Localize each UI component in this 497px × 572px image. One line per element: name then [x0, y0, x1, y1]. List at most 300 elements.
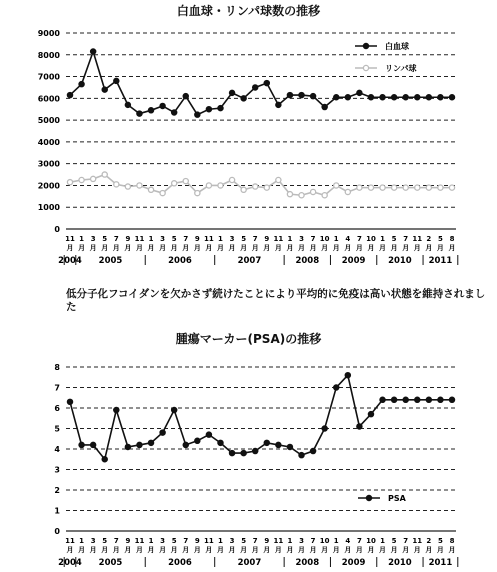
data-point	[264, 185, 269, 190]
x-tick-label	[286, 537, 293, 554]
y-tick-label: 5	[54, 424, 60, 434]
x-tick-number: 5	[437, 235, 443, 243]
data-point	[67, 399, 72, 404]
x-tick-month: 月	[135, 244, 143, 252]
data-point	[368, 95, 373, 100]
x-tick-label	[194, 537, 201, 554]
year-label: 2009	[341, 256, 366, 266]
x-tick-month: 月	[298, 244, 306, 252]
x-tick-label	[252, 537, 259, 554]
legend-swatch-marker	[366, 495, 371, 500]
x-tick-label	[171, 537, 178, 554]
x-tick-number: 7	[252, 235, 258, 243]
x-tick-month: 月	[332, 546, 340, 554]
x-tick-number: 10	[366, 235, 376, 243]
data-point	[334, 183, 339, 188]
x-tick-number: 9	[125, 235, 131, 243]
x-tick-month: 月	[448, 546, 456, 554]
data-point	[67, 180, 72, 185]
x-tick-month: 月	[216, 546, 224, 554]
x-tick-label	[320, 235, 330, 252]
x-tick-number: 8	[449, 235, 455, 243]
wbc-lymphocyte-chart	[0, 20, 497, 275]
x-tick-label	[240, 235, 247, 252]
x-tick-month: 月	[147, 546, 155, 554]
data-point	[415, 185, 420, 190]
x-tick-month: 月	[286, 546, 294, 554]
x-tick-month: 月	[321, 546, 329, 554]
data-point	[322, 104, 327, 109]
x-tick-month: 月	[286, 244, 294, 252]
x-tick-number: 1	[287, 235, 293, 243]
year-label: 2005	[98, 256, 123, 266]
y-tick-label: 4	[54, 445, 60, 454]
x-tick-number: 7	[403, 537, 409, 545]
data-point	[229, 177, 234, 182]
y-tick-label: 8	[54, 363, 60, 372]
data-point	[137, 183, 142, 188]
data-point	[334, 95, 339, 100]
data-point	[148, 108, 153, 113]
year-label: 2004	[58, 256, 82, 266]
x-tick-label	[78, 235, 85, 252]
x-tick-month: 月	[413, 244, 421, 252]
data-point	[125, 102, 130, 107]
x-tick-month: 月	[402, 546, 410, 554]
x-tick-number: 11	[412, 235, 423, 243]
data-point	[310, 448, 315, 453]
data-point	[392, 185, 397, 190]
x-tick-label	[135, 235, 145, 252]
x-tick-month: 月	[251, 546, 259, 554]
data-point	[114, 407, 119, 412]
x-tick-number: 9	[264, 537, 270, 545]
x-tick-label	[252, 235, 259, 252]
data-point	[299, 453, 304, 458]
x-tick-month: 月	[274, 546, 282, 554]
x-tick-month: 月	[182, 244, 190, 252]
x-tick-month: 月	[228, 244, 236, 252]
x-tick-label	[425, 235, 432, 252]
x-tick-label	[182, 537, 189, 554]
x-tick-month: 月	[436, 244, 444, 252]
x-tick-number: 3	[90, 235, 96, 243]
data-point	[287, 444, 292, 449]
x-tick-label	[379, 235, 386, 252]
data-point	[172, 110, 177, 115]
data-point	[357, 424, 362, 429]
year-label: 2011	[428, 256, 453, 266]
x-tick-number: 3	[229, 235, 235, 243]
data-point	[334, 385, 339, 390]
year-label: 2008	[295, 558, 320, 568]
data-point	[426, 95, 431, 100]
y-tick-label: 3000	[37, 159, 60, 169]
data-point	[310, 94, 315, 99]
legend-label: 白血球	[385, 42, 409, 51]
x-tick-label	[263, 537, 270, 554]
x-tick-number: 7	[113, 537, 119, 545]
x-tick-month: 月	[193, 546, 201, 554]
x-tick-number: 1	[218, 235, 223, 243]
x-tick-number: 5	[171, 537, 177, 545]
data-point	[345, 373, 350, 378]
data-point	[183, 178, 188, 183]
data-point	[287, 92, 292, 97]
data-point	[160, 190, 165, 195]
data-point	[415, 95, 420, 100]
data-point	[368, 185, 373, 190]
x-tick-month: 月	[159, 244, 167, 252]
x-tick-month: 月	[78, 244, 86, 252]
x-tick-label	[320, 537, 330, 554]
data-point	[357, 90, 362, 95]
data-point	[91, 49, 96, 54]
x-tick-number: 7	[310, 235, 316, 243]
x-tick-number: 1	[333, 537, 339, 545]
x-tick-month: 月	[402, 244, 410, 252]
data-point	[380, 397, 385, 402]
x-tick-label	[229, 537, 236, 554]
x-tick-number: 5	[391, 537, 397, 545]
data-point	[426, 185, 431, 190]
x-tick-number: 3	[160, 537, 166, 545]
data-point	[125, 444, 130, 449]
data-point	[91, 176, 96, 181]
x-tick-number: 10	[366, 537, 376, 545]
x-tick-label	[298, 537, 305, 554]
data-point	[287, 192, 292, 197]
data-point	[137, 442, 142, 447]
x-tick-month: 月	[124, 244, 132, 252]
x-tick-label	[90, 235, 97, 252]
chart2-title: 腫瘍マーカー(PSA)の推移	[175, 332, 322, 346]
data-point	[67, 92, 72, 97]
x-tick-label	[229, 235, 236, 252]
x-tick-label	[356, 235, 363, 252]
x-tick-month: 月	[205, 244, 213, 252]
data-point	[160, 103, 165, 108]
x-tick-label	[391, 235, 398, 252]
x-tick-label	[113, 537, 120, 554]
x-tick-number: 5	[437, 537, 443, 545]
x-tick-month: 月	[367, 546, 375, 554]
x-tick-number: 5	[102, 537, 108, 545]
x-tick-label	[240, 537, 247, 554]
x-tick-label	[425, 537, 432, 554]
x-tick-month: 月	[89, 244, 97, 252]
x-tick-number: 3	[299, 537, 304, 545]
x-tick-month: 月	[425, 244, 433, 252]
data-point	[148, 187, 153, 192]
x-tick-month: 月	[413, 546, 421, 554]
data-point	[218, 183, 223, 188]
data-point	[183, 442, 188, 447]
x-tick-month: 月	[147, 244, 155, 252]
year-label: 2010	[388, 256, 412, 266]
data-point	[438, 397, 443, 402]
x-tick-label	[402, 235, 409, 252]
x-tick-label	[204, 235, 214, 252]
year-label: 2005	[98, 558, 123, 568]
x-tick-label	[298, 235, 305, 252]
y-tick-label: 1	[54, 506, 60, 516]
y-tick-label: 7000	[37, 72, 60, 82]
data-point	[160, 430, 165, 435]
x-tick-month: 月	[379, 244, 387, 252]
data-point	[114, 78, 119, 83]
x-tick-month: 月	[263, 244, 271, 252]
x-tick-label	[273, 537, 283, 554]
x-tick-number: 8	[449, 537, 455, 545]
x-tick-label	[217, 235, 224, 252]
x-tick-month: 月	[309, 546, 317, 554]
data-point	[125, 184, 130, 189]
x-tick-number: 1	[148, 537, 154, 545]
data-point	[310, 189, 315, 194]
data-point	[241, 187, 246, 192]
data-point	[206, 107, 211, 112]
x-tick-number: 2	[426, 537, 432, 545]
year-label: 2007	[237, 256, 262, 266]
x-tick-number: 9	[194, 537, 200, 545]
data-point	[79, 442, 84, 447]
x-tick-label	[333, 537, 340, 554]
x-tick-number: 7	[113, 235, 119, 243]
x-tick-number: 11	[65, 235, 75, 243]
data-point	[426, 397, 431, 402]
x-tick-month: 月	[425, 546, 433, 554]
data-point	[241, 96, 246, 101]
x-tick-label	[412, 235, 422, 252]
x-tick-label	[449, 537, 456, 554]
x-tick-number: 3	[160, 235, 166, 243]
caption-note: 低分子化フコイダンを欠かさず続けたことにより平均的に免疫は高い状態を維持されました	[66, 288, 486, 313]
data-point	[264, 440, 269, 445]
x-tick-number: 11	[273, 235, 284, 243]
data-point	[102, 87, 107, 92]
data-point	[403, 397, 408, 402]
x-tick-label	[194, 235, 201, 252]
data-point	[195, 112, 200, 117]
x-tick-month: 月	[321, 244, 329, 252]
x-tick-number: 1	[79, 235, 85, 243]
data-point	[137, 111, 142, 116]
data-point	[102, 172, 107, 177]
x-tick-month: 月	[135, 546, 143, 554]
chart1-title: 白血球・リンパ球数の推移	[176, 4, 321, 18]
y-tick-label: 0	[54, 527, 60, 536]
x-tick-month: 月	[390, 546, 398, 554]
x-tick-label	[273, 235, 283, 252]
x-tick-label	[344, 235, 351, 252]
data-point	[172, 181, 177, 186]
legend-swatch-marker	[363, 43, 368, 48]
x-tick-month: 月	[112, 546, 120, 554]
x-tick-number: 11	[412, 537, 423, 545]
legend-swatch-marker	[363, 65, 368, 70]
x-tick-month: 月	[332, 244, 340, 252]
x-tick-label	[217, 537, 224, 554]
x-tick-number: 1	[380, 235, 385, 243]
x-tick-label	[310, 537, 317, 554]
x-tick-number: 1	[380, 537, 385, 545]
x-tick-number: 11	[134, 235, 145, 243]
x-tick-month: 月	[193, 244, 201, 252]
y-tick-label: 8000	[37, 50, 60, 60]
x-tick-label	[113, 235, 120, 252]
x-tick-number: 11	[204, 537, 214, 545]
data-point	[449, 397, 454, 402]
x-tick-month: 月	[274, 244, 282, 252]
y-tick-label: 9000	[37, 29, 60, 38]
data-point	[380, 95, 385, 100]
data-point	[403, 185, 408, 190]
y-tick-label: 3	[54, 465, 60, 475]
x-tick-label	[286, 235, 293, 252]
x-tick-label	[148, 235, 155, 252]
data-point	[392, 397, 397, 402]
data-point	[241, 451, 246, 456]
x-tick-label	[412, 537, 422, 554]
data-point	[229, 451, 234, 456]
x-tick-number: 9	[125, 537, 131, 545]
x-tick-number: 10	[319, 537, 330, 545]
data-point	[438, 185, 443, 190]
x-tick-number: 7	[252, 537, 258, 545]
x-tick-number: 1	[79, 537, 85, 545]
x-tick-month: 月	[170, 546, 178, 554]
y-tick-label: 6000	[37, 94, 60, 104]
year-label: 2006	[168, 256, 192, 266]
x-tick-label	[391, 537, 398, 554]
data-point	[449, 185, 454, 190]
x-tick-label	[65, 537, 75, 554]
year-label: 2010	[388, 558, 412, 568]
x-tick-month: 月	[448, 244, 456, 252]
x-tick-number: 11	[273, 537, 284, 545]
year-label: 2004	[58, 558, 82, 568]
x-tick-label	[101, 235, 108, 252]
x-tick-label	[171, 235, 178, 252]
x-tick-label	[366, 537, 376, 554]
data-point	[380, 185, 385, 190]
x-tick-label	[263, 235, 270, 252]
x-tick-number: 5	[241, 537, 247, 545]
x-tick-label	[124, 537, 131, 554]
x-tick-label	[90, 537, 97, 554]
data-point	[438, 95, 443, 100]
x-tick-number: 10	[319, 235, 330, 243]
x-tick-label	[135, 537, 145, 554]
data-point	[392, 95, 397, 100]
x-tick-number: 7	[183, 537, 189, 545]
x-tick-label	[344, 537, 351, 554]
y-tick-label: 2000	[37, 181, 60, 191]
x-tick-month: 月	[101, 244, 109, 252]
data-point	[253, 184, 258, 189]
year-label: 2008	[295, 256, 320, 266]
x-tick-month: 月	[66, 244, 74, 252]
x-tick-number: 7	[356, 537, 362, 545]
x-tick-number: 2	[426, 235, 432, 243]
x-tick-number: 5	[171, 235, 177, 243]
x-tick-label	[437, 235, 444, 252]
x-tick-month: 月	[240, 546, 248, 554]
year-label: 2009	[341, 558, 366, 568]
x-tick-month: 月	[298, 546, 306, 554]
x-tick-number: 7	[183, 235, 189, 243]
x-tick-month: 月	[367, 244, 375, 252]
y-tick-label: 2	[54, 486, 60, 495]
x-tick-month: 月	[89, 546, 97, 554]
psa-chart	[0, 350, 497, 572]
x-tick-label	[159, 235, 166, 252]
y-tick-label: 7	[54, 383, 60, 393]
x-tick-month: 月	[182, 546, 190, 554]
x-tick-month: 月	[263, 546, 271, 554]
x-tick-label	[65, 235, 75, 252]
data-point	[299, 193, 304, 198]
data-point	[276, 442, 281, 447]
x-tick-month: 月	[379, 546, 387, 554]
y-tick-label: 5000	[37, 116, 60, 126]
data-point	[102, 457, 107, 462]
x-tick-month: 月	[112, 244, 120, 252]
x-tick-number: 9	[264, 235, 270, 243]
data-point	[114, 182, 119, 187]
data-point	[218, 106, 223, 111]
x-tick-label	[101, 537, 108, 554]
x-tick-label	[402, 537, 409, 554]
x-tick-month: 月	[355, 546, 363, 554]
data-point	[276, 102, 281, 107]
data-point	[172, 407, 177, 412]
x-tick-month: 月	[159, 546, 167, 554]
x-tick-label	[159, 537, 166, 554]
x-tick-month: 月	[344, 546, 352, 554]
year-label: 2011	[428, 558, 453, 568]
x-tick-month: 月	[101, 546, 109, 554]
x-tick-number: 3	[299, 235, 304, 243]
x-tick-number: 5	[102, 235, 108, 243]
x-tick-number: 1	[333, 235, 339, 243]
x-tick-month: 月	[344, 244, 352, 252]
data-point	[264, 80, 269, 85]
x-tick-number: 5	[241, 235, 247, 243]
data-point	[253, 85, 258, 90]
y-tick-label: 6	[54, 404, 60, 413]
x-tick-label	[182, 235, 189, 252]
x-tick-label	[204, 537, 214, 554]
data-point	[415, 397, 420, 402]
legend-label: リンパ球	[385, 64, 417, 73]
x-tick-month: 月	[355, 244, 363, 252]
data-point	[218, 440, 223, 445]
data-point	[299, 92, 304, 97]
x-tick-label	[437, 537, 444, 554]
x-tick-number: 7	[356, 235, 362, 243]
data-point	[276, 177, 281, 182]
x-tick-number: 11	[65, 537, 75, 545]
x-tick-label	[124, 235, 131, 252]
data-point	[403, 95, 408, 100]
data-point	[183, 94, 188, 99]
x-tick-month: 月	[124, 546, 132, 554]
data-point	[91, 442, 96, 447]
data-point	[79, 82, 84, 87]
legend-label: PSA	[388, 494, 406, 503]
